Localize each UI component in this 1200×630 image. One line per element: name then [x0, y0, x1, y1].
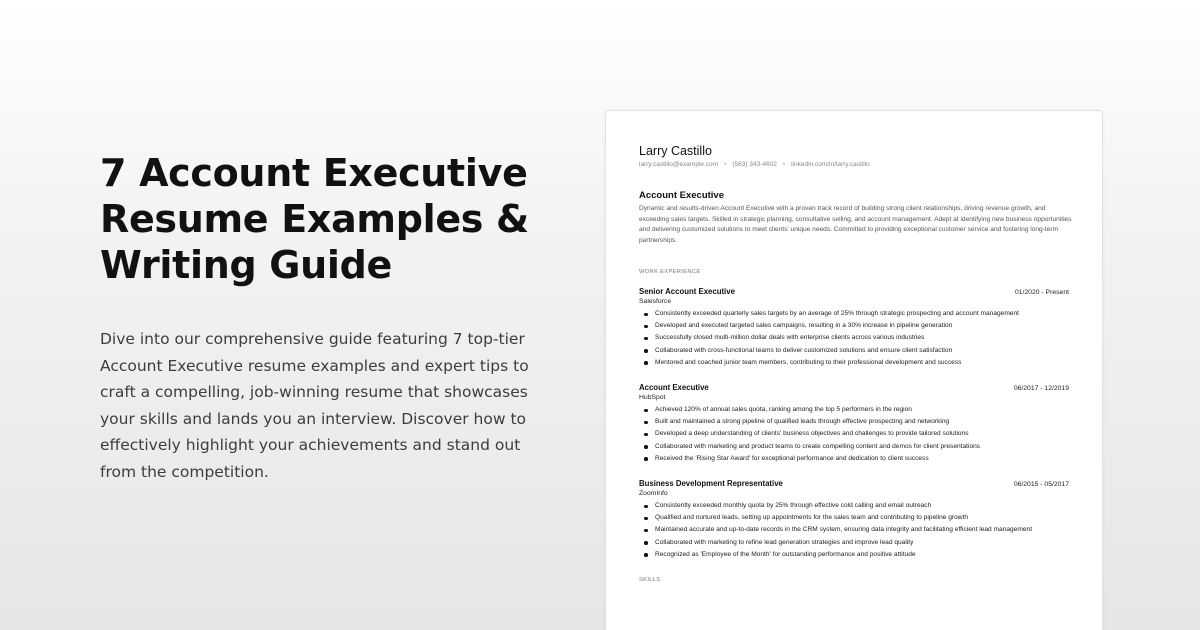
page-description: Dive into our comprehensive guide featuring 7 top-tier Account Executive resume examples and expert tips to craft a compelling, job-winning resume that showcases your skills and lands you an interview. Discover how to effectively highlight your achievements and stand out from the competition.	[100, 330, 529, 481]
job-bullet: Collaborated with marketing to refine lead generation strategies and improve lead quality	[639, 537, 1054, 549]
resume-job-title: Account Executive	[639, 190, 724, 201]
resume-preview	[605, 110, 1103, 630]
job-bullets	[639, 404, 1069, 465]
job-bullet: Developed and executed targeted sales campaigns, resulting in a 30% increase in pipeline generation	[639, 320, 1054, 332]
job-company: Salesforce	[639, 298, 672, 305]
resume-name: Larry Castillo	[639, 144, 712, 158]
job-title: Account Executive	[639, 383, 709, 393]
job-bullet: Achieved 120% of annual sales quota, ranking among the top 5 performers in the region	[639, 404, 1054, 416]
job-entry	[639, 479, 1069, 561]
work-experience-list	[639, 287, 1069, 561]
job-bullet: Received the 'Rising Star Award' for exceptional performance and dedication to client success	[639, 453, 1054, 465]
job-bullet: Qualified and nurtured leads, setting up appointments for the sales team and contributing to pipeline growth	[639, 512, 1054, 524]
resume-email: larry.castillo@example.com	[639, 161, 719, 168]
job-title: Business Development Representative	[639, 479, 783, 489]
resume-linkedin: linkedin.com/in/larry.castillo	[791, 161, 870, 168]
job-company: ZoomInfo	[639, 490, 668, 498]
resume-contact	[639, 161, 1069, 168]
job-bullet: Collaborated with cross-functional teams to deliver customized solutions and ensure client satisfaction	[639, 345, 1054, 357]
job-bullet: Recognized as 'Employee of the Month' for outstanding performance and positive attitude	[639, 549, 1054, 561]
job-title: Senior Account Executive	[639, 287, 735, 296]
job-bullet: Consistently exceeded monthly quota by 25% through effective cold calling and email outreach	[639, 500, 1054, 512]
resume-summary: Dynamic and results-driven Account Executive with a proven track record of building strong client relationships, driving revenue growth, and exceeding sales targets. Skilled in strategic planning, consultative selling, and account management. Adept at identifying new business opportunities and delivering customized solutions to meet clients' unique needs. Committed to providing exceptional customer service and fostering long-term partnerships.	[639, 205, 1072, 244]
resume-phone: (563) 343-4602	[732, 161, 777, 168]
job-bullet: Consistently exceeded quarterly sales targets by an average of 25% through strategic prospecting and account management	[639, 308, 1054, 320]
job-bullet: Mentored and coached junior team members, contributing to their professional development and success	[639, 357, 1054, 369]
page-title	[100, 150, 570, 288]
page-title-line: Resume Examples &	[100, 197, 529, 241]
work-experience-heading: WORK EXPERIENCE	[639, 269, 701, 275]
job-dates: 06/2017 - 12/2019	[1013, 385, 1069, 393]
job-bullets	[639, 500, 1069, 561]
job-bullet: Collaborated with marketing and product teams to create compelling content and demos for client presentations	[639, 441, 1054, 453]
contact-separator: •	[782, 161, 786, 168]
job-entry	[639, 287, 1069, 369]
page-title-line: Writing Guide	[100, 243, 393, 287]
job-bullet: Built and maintained a strong pipeline of qualified leads through effective prospecting and networking	[639, 416, 1054, 428]
job-company: HubSpot	[639, 394, 666, 402]
contact-separator: •	[724, 161, 727, 168]
job-bullet: Developed a deep understanding of clients' business objectives and challenges to provide tailored solutions	[639, 428, 1054, 440]
job-dates: 01/2020 - Present	[1014, 289, 1069, 296]
job-bullet: Successfully closed multi-million dollar deals with enterprise clients across various industries	[639, 332, 1054, 344]
job-entry	[639, 383, 1069, 465]
skills-heading: SKILLS	[639, 577, 661, 584]
job-bullet: Maintained accurate and up-to-date records in the CRM system, ensuring data integrity and facilitating efficient lead management	[639, 524, 1054, 536]
job-dates: 06/2015 - 05/2017	[1013, 481, 1069, 489]
job-bullets	[639, 308, 1069, 369]
page-title-line: 7 Account Executive	[100, 151, 528, 195]
